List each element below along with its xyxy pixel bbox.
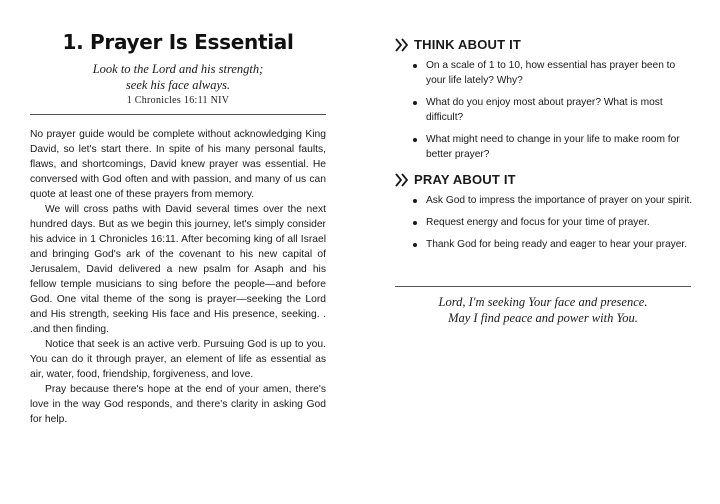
think-list: [413, 58, 693, 169]
list-item: On a scale of 1 to 10, how essential has prayer been to your life lately? Why?: [413, 58, 693, 88]
verse-reference: 1 Chronicles 16:11 NIV: [126, 95, 230, 106]
list-item: What do you enjoy most about prayer? What is most difficult?: [413, 95, 693, 125]
think-about-it-heading: [395, 37, 691, 52]
bullet-icon: [413, 64, 417, 68]
devotional-body: [30, 127, 326, 427]
bullet-icon: [413, 101, 417, 105]
list-item: Request energy and focus for your time of prayer.: [413, 215, 693, 230]
think-heading-label: THINK ABOUT IT: [414, 37, 522, 52]
paragraph: No prayer guide would be complete without acknowledging King David, so let's start there. In spite of his many personal faults, flaws, and shortcomings, David knew prayer was essential. He conversed with God often and with passion, and many of us can quote at least one of these prayers from memory.: [30, 129, 326, 200]
bullet-icon: [413, 243, 417, 247]
verse-line-2: seek his face always.: [125, 78, 231, 92]
left-page: [30, 0, 326, 504]
list-item: Ask God to impress the importance of prayer on your spirit.: [413, 193, 693, 208]
verse-line-1: Look to the Lord and his strength;: [92, 62, 264, 76]
paragraph: Notice that seek is an active verb. Pursuing God is up to you. You can do it through prayer, an element of life as essential as air, water, food, friendship, forgiveness, and love.: [30, 339, 326, 380]
closing-prayer: [395, 294, 691, 326]
list-item: What might need to change in your life to make room for better prayer?: [413, 132, 693, 162]
pray-list: [413, 193, 693, 259]
left-divider: [30, 114, 326, 115]
list-item: Thank God for being ready and eager to hear your prayer.: [413, 237, 693, 252]
prayer-line-2: May I find peace and power with You.: [448, 311, 638, 325]
key-verse: [30, 61, 326, 93]
paragraph: We will cross paths with David several times over the next hundred days. But as we begin this journey, let's simply consider his advice in 1 Chronicles 16:11. After becoming king of all Israel and bringing God's ark of the covenant to his new capital of Jerusalem, David delivered a new psalm for Asaph and his fellow temple musicians to sing before the people—and before God. One vital theme of the song is prayer—seeking the Lord and His strength, seeking His face and His presence, seeking. . .and then finding.: [30, 204, 326, 335]
bullet-icon: [413, 138, 417, 142]
prayer-line-1: Lord, I'm seeking Your face and presence.: [438, 295, 648, 309]
right-divider: [395, 286, 691, 287]
chapter-title: 1. Prayer Is Essential: [62, 30, 294, 54]
bullet-icon: [413, 199, 417, 203]
bullet-icon: [413, 221, 417, 225]
pray-about-it-heading: [395, 172, 691, 187]
right-page: [395, 0, 691, 504]
double-chevron-right-icon: [395, 173, 411, 187]
paragraph: Pray because there's hope at the end of your amen, there's love in the way God responds, and there's clarity in asking God for help.: [30, 384, 326, 425]
pray-heading-label: PRAY ABOUT IT: [414, 172, 516, 187]
double-chevron-right-icon: [395, 38, 411, 52]
